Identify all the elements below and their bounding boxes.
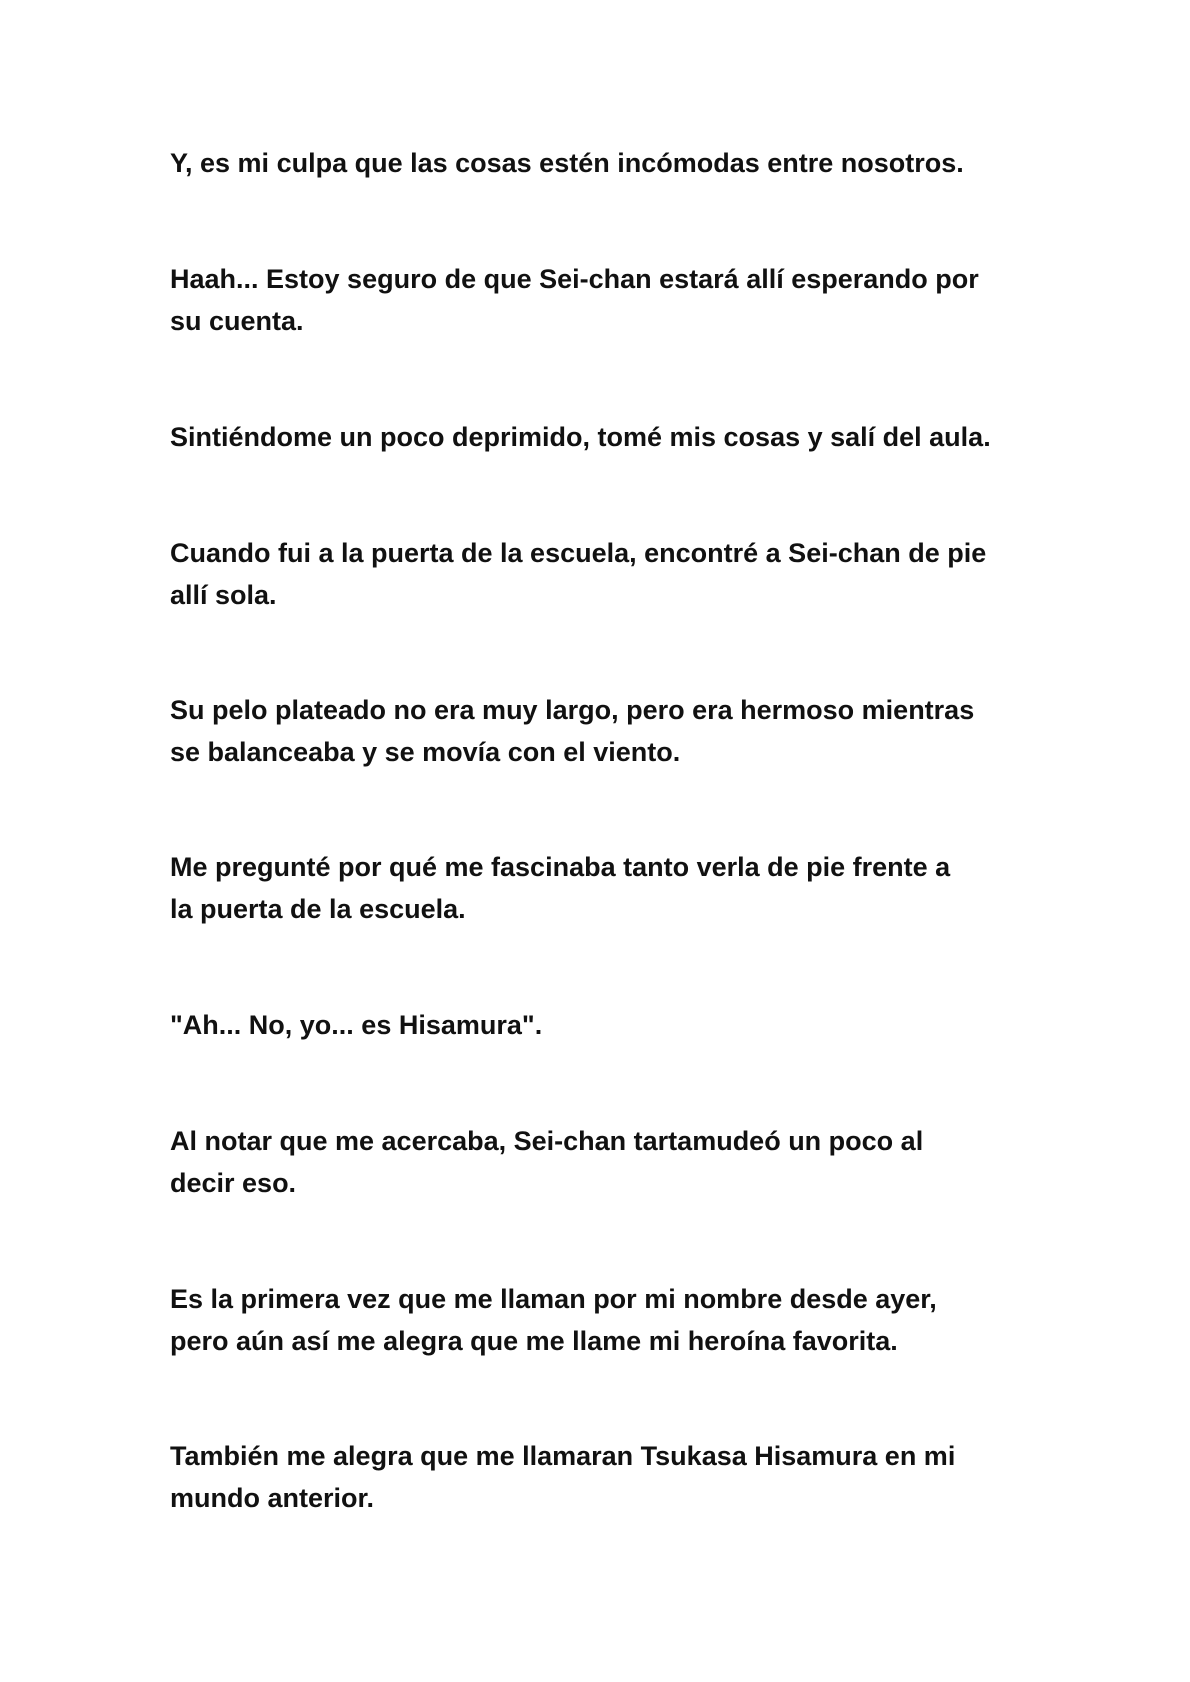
paragraph-9 <box>170 1278 1030 1362</box>
paragraph-line: Su pelo plateado no era muy largo, pero era hermoso mientras <box>170 695 975 725</box>
paragraph-2 <box>170 258 1030 342</box>
paragraph-line: Sintiéndome un poco deprimido, tomé mis cosas y salí del aula. <box>170 422 991 452</box>
paragraph-8 <box>170 1120 1030 1204</box>
paragraph-line: Es la primera vez que me llaman por mi nombre desde ayer, <box>170 1284 937 1314</box>
paragraph-line: Y, es mi culpa que las cosas estén incómodas entre nosotros. <box>170 148 964 178</box>
paragraph-line: Haah... Estoy seguro de que Sei-chan estará allí esperando por <box>170 264 979 294</box>
paragraph-1 <box>170 142 1030 184</box>
paragraph-line: decir eso. <box>170 1168 297 1198</box>
paragraph-line: Cuando fui a la puerta de la escuela, encontré a Sei-chan de pie <box>170 538 987 568</box>
paragraph-3 <box>170 416 1030 458</box>
paragraph-line: la puerta de la escuela. <box>170 894 466 924</box>
paragraph-line: Me pregunté por qué me fascinaba tanto verla de pie frente a <box>170 852 951 882</box>
paragraph-7 <box>170 1004 1030 1046</box>
paragraph-10 <box>170 1435 1030 1519</box>
paragraph-line: se balanceaba y se movía con el viento. <box>170 737 681 767</box>
paragraph-line: allí sola. <box>170 580 277 610</box>
paragraph-line: su cuenta. <box>170 306 304 336</box>
paragraph-4 <box>170 532 1030 616</box>
paragraph-line: También me alegra que me llamaran Tsukasa Hisamura en mi <box>170 1441 956 1471</box>
paragraph-6 <box>170 846 1030 930</box>
paragraph-5 <box>170 689 1030 773</box>
paragraph-line: pero aún así me alegra que me llame mi heroína favorita. <box>170 1326 898 1356</box>
paragraph-line: mundo anterior. <box>170 1483 375 1513</box>
paragraph-line: "Ah... No, yo... es Hisamura". <box>170 1010 543 1040</box>
paragraph-line: Al notar que me acercaba, Sei-chan tartamudeó un poco al <box>170 1126 924 1156</box>
